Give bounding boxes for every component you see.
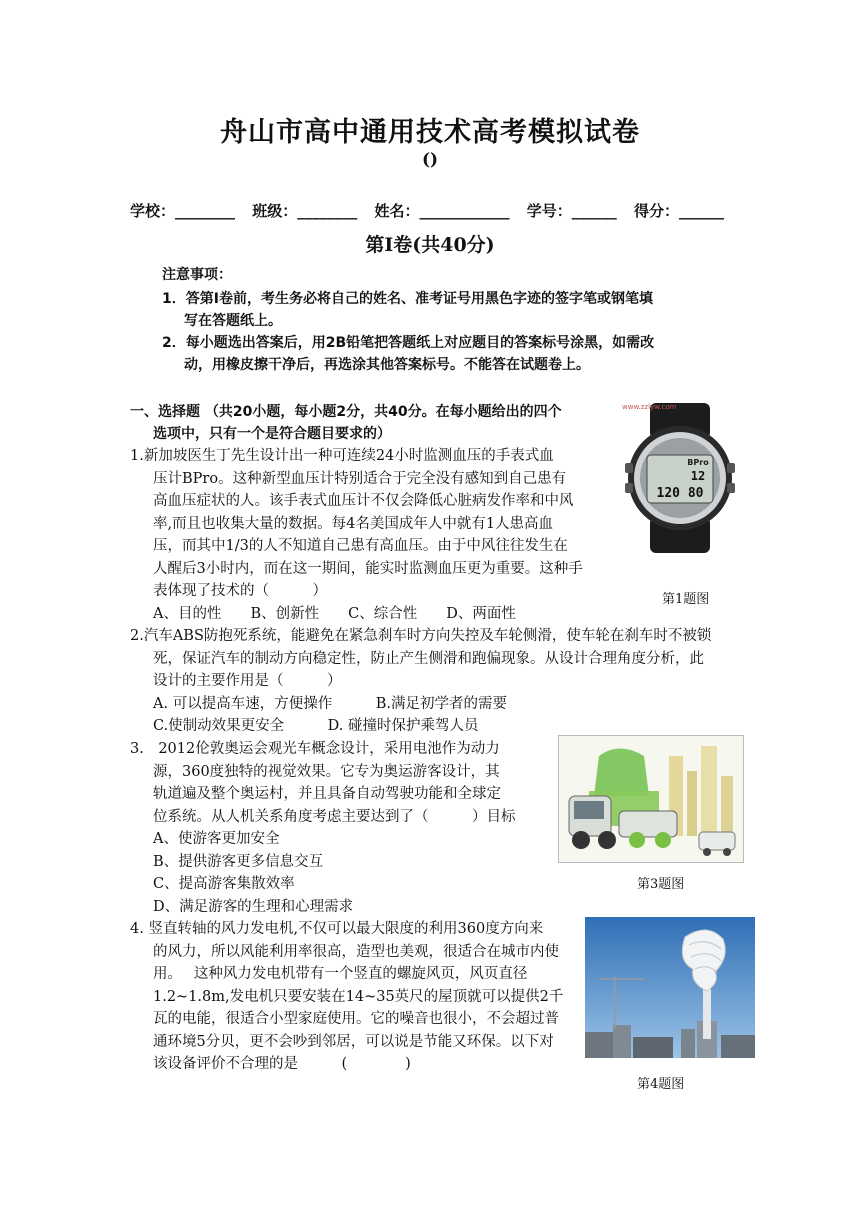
q1-options: A、目的性 B、创新性 C、综合性 D、两面性: [153, 605, 516, 622]
note-1: [162, 288, 653, 332]
q4-figure-wind-turbine: [585, 917, 755, 1058]
q4-line: 用。 这种风力发电机带有一个竖直的螺旋风页，风页直径: [153, 966, 528, 982]
q4-line: 通环境5分贝，更不会吵到邻居，可以说是节能又环保。以下对: [153, 1033, 554, 1050]
q1-line: 压，而其中1/3的人不知道自己患有高血压。由于中风往往发生在: [153, 538, 568, 554]
q3-option: D、满足游客的生理和心理需求: [153, 898, 354, 915]
score-field: 得分：______: [634, 202, 725, 220]
q1-line: 1.新加坡医生丁先生设计出一种可连续24小时监测血压的手表式血: [130, 448, 554, 464]
q4-line: 该设备评价不合理的是 ( ): [153, 1056, 411, 1072]
watch-readout-top: 12: [690, 469, 706, 483]
section-title: 第Ⅰ卷(共40分): [365, 234, 495, 256]
q3-option: B、提供游客更多信息交互: [153, 853, 324, 870]
q3-line: 轨道遍及整个奥运村，并且具备自动驾驶功能和全球定: [153, 786, 501, 802]
school-field: 学校：________: [130, 202, 236, 220]
watermark-text: www.zzlyw.com: [622, 403, 677, 411]
note-2: [162, 332, 654, 376]
note-number: 1．: [162, 291, 186, 307]
q2-options: C.使制动效果更安全 D. 碰撞时保护乘驾人员: [153, 718, 479, 734]
notes-heading: 注意事项：: [162, 267, 232, 283]
part1-heading: 一、选择题 （共20小题，每小题2分，共40分。在每小题给出的四个: [130, 404, 562, 420]
q1-line: 人醒后3小时内，而在这一期间，能实时监测血压更为重要。这种手: [153, 560, 583, 577]
note-text: 答第Ⅰ卷前，考生务必将自己的姓名、准考证号用黑色字迹的签字笔或钢笔填: [185, 291, 653, 307]
q4-line: 瓦的电能，很适合小型家庭使用。它的噪音也很小，不会超过普: [153, 1011, 559, 1027]
wind-turbine-illustration: [585, 917, 755, 1058]
q1-caption: 第1题图: [662, 592, 710, 607]
watch-readout-bottom: 120 80: [656, 486, 704, 501]
q1-figure-watch: [620, 403, 740, 553]
q1-line: 压计BPro。这种新型血压计特别适合于完全没有感知到自己患有: [153, 470, 567, 487]
q1-line: 率,而且也收集大量的数据。每4名美国成年人中就有1人患高血: [153, 515, 554, 532]
student-number-field: 学号：______: [526, 202, 617, 220]
q4-line: 1.2~1.8m,发电机只要安装在14~35英尺的屋顶就可以提供2千: [153, 988, 564, 1005]
q2-line: 2.汽车ABS防抱死系统，能避免在紧急刹车时方向失控及车轮侧滑，使车轮在刹车时不被锁: [130, 628, 712, 644]
q3-figure-vehicle: [558, 735, 744, 863]
q4-line: 4. 竖直转轴的风力发电机,不仅可以最大限度的利用360度方向来: [130, 921, 544, 937]
q2-line: 设计的主要作用是（ ）: [153, 673, 342, 689]
watch-illustration: [620, 403, 740, 553]
q2-line: 死，保证汽车的制动方向稳定性，防止产生侧滑和跑偏现象。从设计合理角度分析，此: [153, 650, 704, 667]
q3-text: [130, 738, 516, 918]
q4-text: [130, 918, 563, 1076]
page-subtitle: (): [421, 150, 439, 170]
note-text-cont: 动，用橡皮擦干净后，再选涂其他答案标号。不能答在试题卷上。: [184, 357, 590, 373]
q4-line: 的风力，所以风能利用率很高，造型也美观，很适合在城市内使: [153, 943, 559, 960]
q3-caption: 第3题图: [637, 877, 685, 892]
note-number: 2．: [162, 335, 186, 351]
q2-options: A. 可以提高车速，方便操作 B.满足初学者的需要: [153, 695, 507, 712]
q3-option: C、提高游客集散效率: [153, 876, 295, 892]
q3-line: 源，360度独特的视觉效果。它专为奥运游客设计，其: [153, 763, 500, 780]
class-field: 班级：________: [252, 202, 358, 220]
part1-heading-cont: 选项中，只有一个是符合题目要求的）: [153, 426, 391, 442]
q1-line: 高血压症状的人。该手表式血压计不仅会降低心脏病发作率和中风: [153, 493, 574, 509]
q3-line: 位系统。从人机关系角度考虑主要达到了（ ）目标: [153, 808, 516, 825]
q3-option: A、使游客更加安全: [153, 831, 280, 847]
q2-text: [130, 625, 711, 738]
watch-brand: BPro: [687, 458, 709, 467]
concept-vehicle-illustration: [559, 736, 743, 862]
q3-line: 3. 2012伦敦奥运会观光车概念设计，采用电池作为动力: [130, 741, 500, 757]
page-title: 舟山市高中通用技术高考模拟试卷: [220, 117, 640, 148]
q1-text: [130, 445, 583, 625]
note-text-cont: 写在答题纸上。: [184, 313, 282, 329]
name-field: 姓名：____________: [374, 202, 510, 220]
q1-line: 表体现了技术的（ ）: [153, 583, 327, 599]
q4-caption: 第4题图: [637, 1077, 685, 1092]
student-info-line: [130, 200, 730, 221]
note-text: 每小题选出答案后，用2B铅笔把答题纸上对应题目的答案标号涂黑，如需改: [185, 335, 655, 351]
